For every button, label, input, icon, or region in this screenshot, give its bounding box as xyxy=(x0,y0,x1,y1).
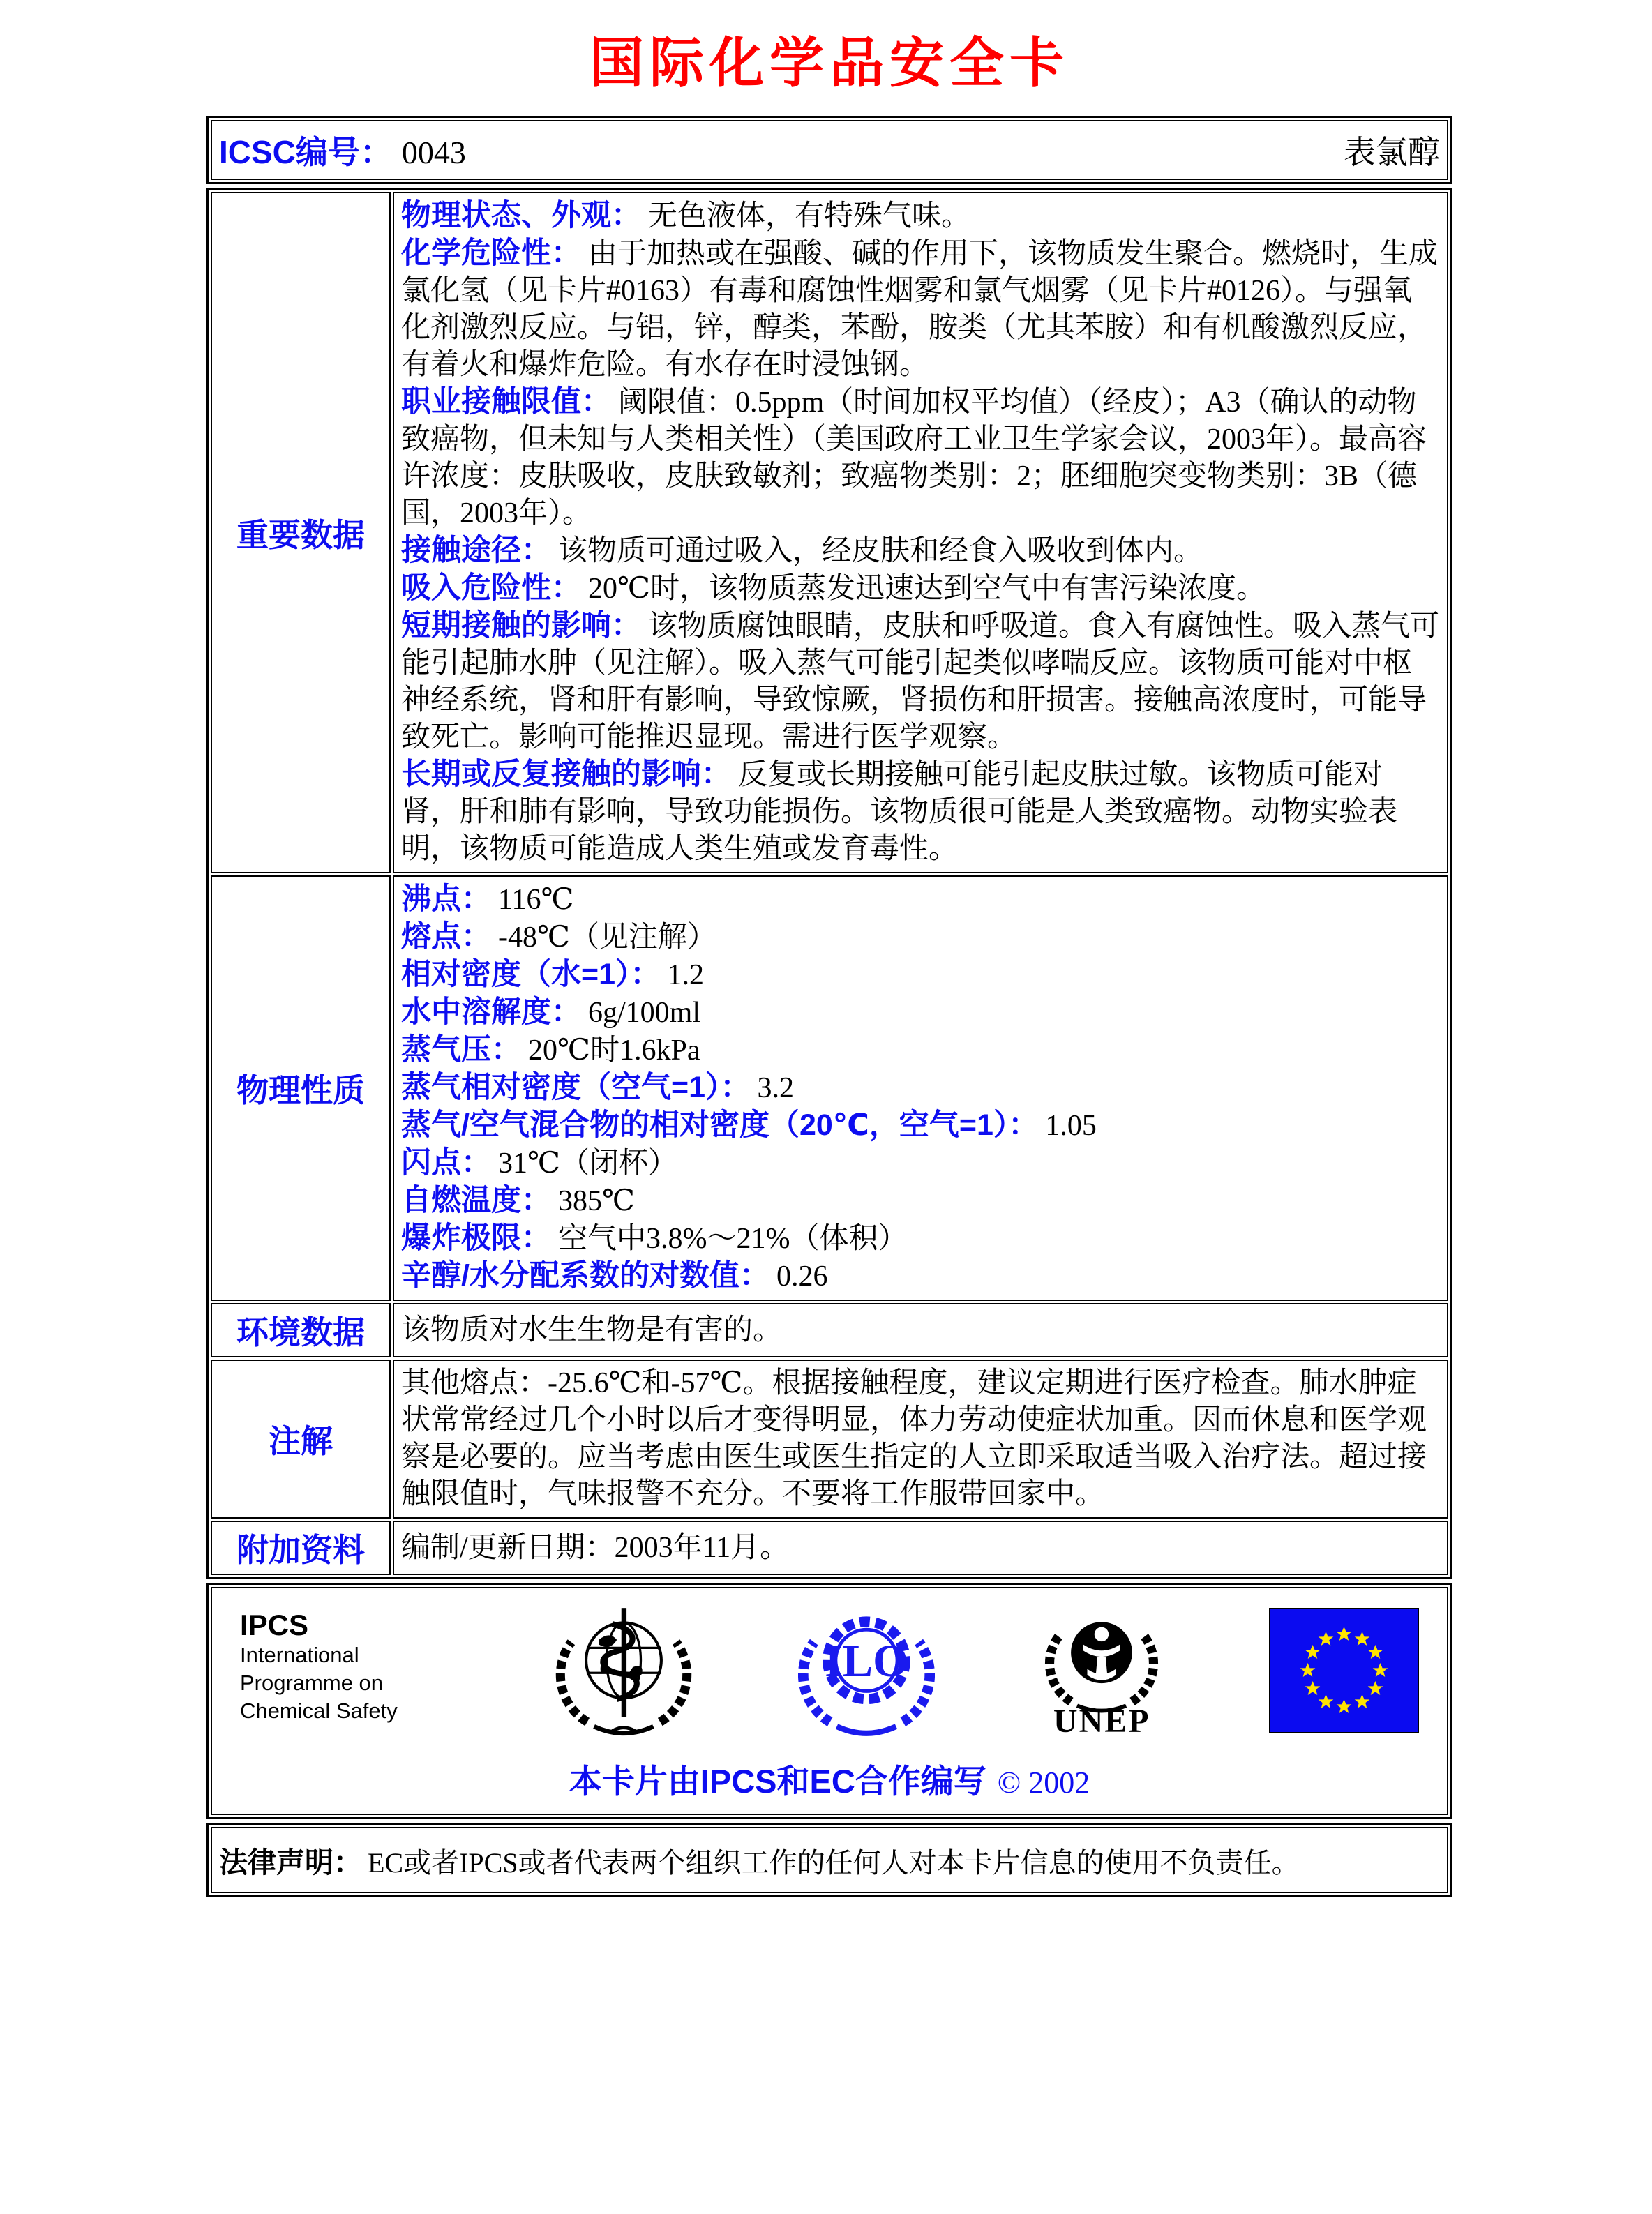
field-label: 爆炸极限： xyxy=(401,1221,551,1255)
field-label: 相对密度（水=1）： xyxy=(401,958,661,991)
field-label: 熔点： xyxy=(401,920,491,954)
icsc-number-value: 0043 xyxy=(401,135,466,170)
field xyxy=(401,1258,1440,1295)
field-label: 水中溶解度： xyxy=(401,995,581,1029)
section-row xyxy=(211,192,1448,873)
section-content xyxy=(393,1360,1448,1519)
ipcs-line-2: Programme on xyxy=(240,1671,384,1695)
section-content xyxy=(393,1303,1448,1357)
field-label: 蒸气压： xyxy=(401,1033,521,1067)
field xyxy=(401,570,1440,608)
field xyxy=(401,1145,1440,1182)
header-table xyxy=(206,116,1452,184)
field-value: 1.2 xyxy=(667,959,705,991)
field-value: 0.26 xyxy=(776,1260,828,1293)
icsc-number-group xyxy=(219,127,466,173)
logo-row xyxy=(216,1597,1443,1745)
field-value: 1.05 xyxy=(1045,1110,1097,1142)
field-label: 辛醇/水分配系数的对数值： xyxy=(401,1259,769,1293)
field-label: 蒸气相对密度（空气=1）： xyxy=(401,1071,751,1104)
unep-emblem-icon xyxy=(1040,1604,1163,1738)
field xyxy=(401,1365,1440,1513)
field-label: 吸入危险性： xyxy=(401,571,581,605)
field xyxy=(401,1069,1440,1107)
section-row xyxy=(211,875,1448,1301)
section-row xyxy=(211,1360,1448,1519)
field xyxy=(401,532,1440,570)
eu-flag-icon xyxy=(1269,1608,1419,1733)
field-label: 短期接触的影响： xyxy=(401,609,641,642)
field xyxy=(401,956,1440,994)
section-content xyxy=(393,875,1448,1301)
footer-table xyxy=(206,1583,1452,1819)
field-value: 空气中3.8%～21%（体积） xyxy=(558,1223,908,1255)
ilo-letters: ILO xyxy=(824,1636,908,1687)
field-value: 编制/更新日期：2003年11月。 xyxy=(401,1531,790,1564)
field-value: 反复或长期接触可能引起皮肤过敏。该物质可能对肾，肝和肺有影响，导致功能损伤。该物质很可能是人类致癌物。动物实验表明，该物质可能造成人类生殖或发育毒性。 xyxy=(401,759,1398,865)
field xyxy=(401,384,1440,532)
field-label: 长期或反复接触的影响： xyxy=(401,758,731,791)
field-label: 自燃温度： xyxy=(401,1184,551,1217)
field xyxy=(401,608,1440,756)
field-label: 物理状态、外观： xyxy=(401,199,641,232)
copyright-text: 本卡片由IPCS和EC合作编写 xyxy=(569,1763,986,1800)
page-title: 国际化学品安全卡 xyxy=(589,33,1069,93)
field xyxy=(401,1182,1440,1220)
safety-card-document xyxy=(206,15,1452,1901)
field xyxy=(401,756,1440,868)
field xyxy=(401,1530,1440,1567)
section-label: 物理性质 xyxy=(211,875,391,1301)
field-label: 闪点： xyxy=(401,1146,491,1180)
field-value: 385℃ xyxy=(558,1185,635,1217)
section-label: 注解 xyxy=(211,1360,391,1519)
field-value: 该物质可通过吸入，经皮肤和经食入吸收到体内。 xyxy=(558,535,1203,567)
field-label: 化学危险性： xyxy=(401,236,581,270)
section-label: 环境数据 xyxy=(211,1303,391,1357)
legal-label: 法律声明： xyxy=(219,1846,362,1878)
field-value: 由于加热或在强酸、碱的作用下，该物质发生聚合。燃烧时，生成氯化氢（见卡片#0163）有毒和腐蚀性烟雾和氯气烟雾（见卡片#0126）。与强氧化剂激烈反应。与铝，锌，醇类，苯酚，胺类（尤其苯胺）和有机酸激烈反应，有着火和爆炸危险。有水存在时浸蚀钢。 xyxy=(401,238,1439,381)
field-value: 其他熔点：-25.6℃和-57℃。根据接触程度，建议定期进行医疗检查。肺水肿症状常常经过几个小时以后才变得明显，体力劳动使症状加重。因而休息和医学观察是必要的。应当考虑由医生或医生指定的人立即采取适当吸入治疗法。超过接触限值时，气味报警不充分。不要将工作服带回家中。 xyxy=(401,1367,1427,1510)
field-label: 蒸气/空气混合物的相对密度（20℃，空气=1）： xyxy=(401,1108,1039,1142)
field-value: 31℃（闭杯） xyxy=(498,1147,677,1180)
icsc-number-label: ICSC编号： xyxy=(219,134,392,170)
ipcs-line-3: Chemical Safety xyxy=(240,1699,398,1723)
field xyxy=(401,1032,1440,1069)
ipcs-acronym: IPCS xyxy=(240,1609,309,1641)
field-value: 6g/100ml xyxy=(588,997,701,1029)
field xyxy=(401,994,1440,1032)
ipcs-line-1: International xyxy=(240,1643,359,1667)
field xyxy=(401,1220,1440,1258)
field-value: 20℃时1.6kPa xyxy=(528,1034,700,1067)
field xyxy=(401,197,1440,235)
ilo-emblem-icon xyxy=(798,1601,935,1740)
section-label: 附加资料 xyxy=(211,1521,391,1575)
field-value: 该物质对水生生物是有害的。 xyxy=(401,1313,783,1346)
legal-table xyxy=(206,1823,1452,1897)
copyright-year: © 2002 xyxy=(997,1765,1090,1800)
field-value: 3.2 xyxy=(757,1072,795,1104)
chemical-name: 表氯醇 xyxy=(1344,135,1440,170)
field xyxy=(401,1107,1440,1145)
ipcs-text-block xyxy=(240,1609,449,1725)
section-label: 重要数据 xyxy=(211,192,391,873)
unep-caption: UNEP xyxy=(1053,1703,1150,1740)
section-row xyxy=(211,1521,1448,1575)
field-value: 阈限值：0.5ppm（时间加权平均值）（经皮）；A3（确认的动物致癌物，但未知与人类相关性）（美国政府工业卫生学家会议，2003年）。最高容许浓度：皮肤吸收，皮肤致敏剂；致癌物类别：2；胚细胞突变物类别：3B（德国，2003年）。 xyxy=(401,386,1427,529)
field-value: 该物质腐蚀眼睛，皮肤和呼吸道。食入有腐蚀性。吸入蒸气可能引起肺水肿（见注解）。吸入蒸气可能引起类似哮喘反应。该物质可能对中枢神经系统，肾和肝有影响，导致惊厥，肾损伤和肝损害。接触高浓度时，可能导致死亡。影响可能推迟显现。需进行医学观察。 xyxy=(401,610,1440,753)
field-value: 20℃时，该物质蒸发迅速达到空气中有害污染浓度。 xyxy=(588,573,1266,605)
field-value: -48℃（见注解） xyxy=(498,921,716,954)
copyright-line xyxy=(216,1756,1443,1802)
field-value: 无色液体，有特殊气味。 xyxy=(648,200,971,232)
section-content xyxy=(393,192,1448,873)
field xyxy=(401,235,1440,384)
who-emblem-icon xyxy=(555,1601,692,1740)
field xyxy=(401,1312,1440,1349)
field-label: 职业接触限值： xyxy=(401,385,611,419)
header-row xyxy=(211,120,1448,180)
section-row xyxy=(211,1303,1448,1357)
legal-text: EC或者IPCS或者代表两个组织工作的任何人对本卡片信息的使用不负责任。 xyxy=(368,1847,1300,1878)
field-label: 沸点： xyxy=(401,882,491,916)
field-value: 116℃ xyxy=(498,884,574,916)
field xyxy=(401,919,1440,956)
main-table xyxy=(206,188,1452,1579)
main-table-body xyxy=(211,192,1448,1575)
section-content xyxy=(393,1521,1448,1575)
field-label: 接触途径： xyxy=(401,534,551,567)
field xyxy=(401,881,1440,919)
